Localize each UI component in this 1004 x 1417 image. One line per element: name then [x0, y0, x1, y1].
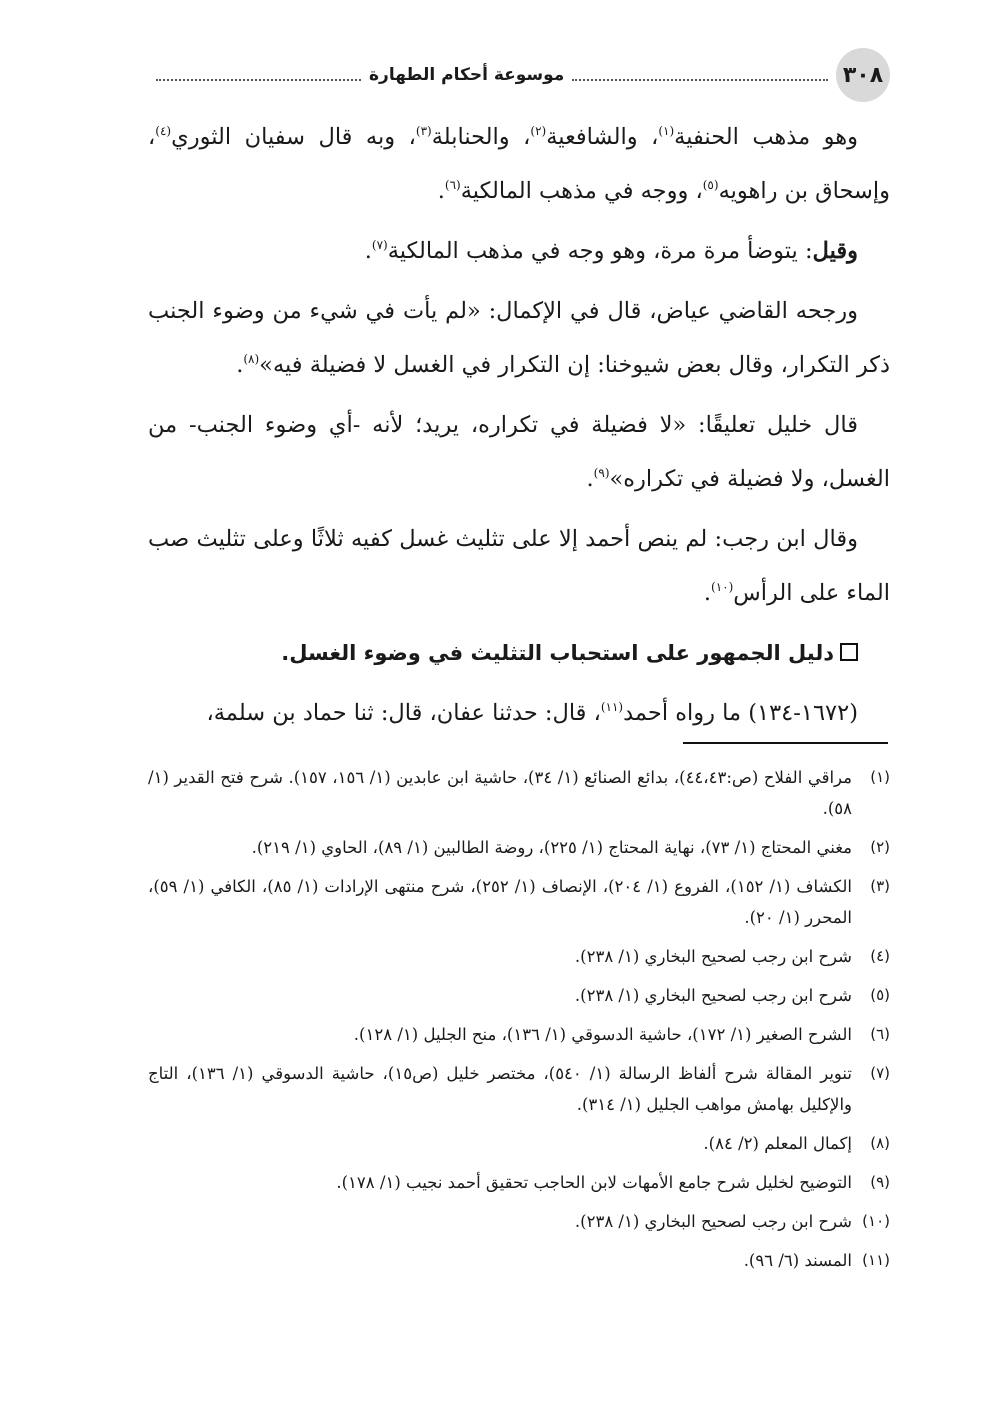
footnote-text: مراقي الفلاح (ص:٤٤،٤٣)، بدائع الصنائع (١/ ٣٤)، حاشية ابن عابدين (١/ ١٥٦، ١٥٧). شرح فتح القدير (١/ ٥٨).: [148, 768, 852, 818]
footnote-number: (٨): [870, 1134, 890, 1152]
page-header: [148, 50, 890, 100]
footnote-separator: [683, 742, 888, 744]
footnote-number: (٤): [870, 947, 890, 965]
footnote-number: (١): [870, 768, 890, 786]
footnote-number: (١٠): [862, 1212, 890, 1230]
footnote-number: (٣): [870, 877, 890, 895]
footnote-text: مغني المحتاج (١/ ٧٣)، نهاية المحتاج (١/ ٢٢٥)، روضة الطالبين (١/ ٨٩)، الحاوي (١/ ٢١٩).: [251, 838, 852, 857]
header-dotted-leader: [572, 79, 828, 81]
footnote-ref[interactable]: (٦): [444, 178, 461, 192]
footnote-text: الشرح الصغير (١/ ١٧٢)، حاشية الدسوقي (١/ ١٣٦)، منح الجليل (١/ ١٢٨).: [353, 1025, 852, 1044]
footnote-number: (٥): [870, 986, 890, 1004]
footnote: [148, 1167, 890, 1198]
footnote-ref[interactable]: (٣): [415, 124, 432, 138]
footnote-text: إكمال المعلم (٢/ ٨٤).: [703, 1134, 852, 1153]
footnote-ref[interactable]: (١٠): [711, 580, 734, 594]
paragraph-1: وهو مذهب الحنفية$^{(١)}$، والشافعية$^{(٢)}$، والحنابلة$^{(٣)}$، وبه قال سفيان الثوري$^{(٤)}$، وإسحاق بن راهويه$^{(٥)}$، ووجه في مذهب المالكية$^{(٦)}$.: [148, 124, 890, 204]
page-number: ٣٠٨: [836, 48, 890, 102]
footnote-ref[interactable]: (٩): [593, 466, 610, 480]
footnote: [148, 1019, 890, 1050]
checkbox-square-icon: [840, 643, 858, 661]
footnote-ref[interactable]: (٢): [530, 124, 547, 138]
footnote: [148, 1206, 890, 1237]
paragraph-4: قال خليل تعليقًا: «لا فضيلة في تكراره، يريد؛ لأنه -أي وضوء الجنب- من الغسل، ولا فضيلة في تكراره»$^{(٩)}$.: [148, 412, 890, 492]
paragraph-3: ورجحه القاضي عياض، قال في الإكمال: «لم يأت في شيء من وضوء الجنب ذكر التكرار، وقال بعض شيوخنا: إن التكرار في الغسل لا فضيلة فيه»$^{(٨)}$.: [148, 298, 890, 378]
footnote-number: (٧): [870, 1064, 890, 1082]
footnote-text: الكشاف (١/ ١٥٢)، الفروع (١/ ٢٠٤)، الإنصاف (١/ ٢٥٢)، شرح منتهى الإرادات (١/ ٨٥)، الكافي (١/ ٥٩)، المحرر (١/ ٢٠).: [148, 877, 852, 927]
footnote-text: شرح ابن رجب لصحيح البخاري (١/ ٢٣٨).: [574, 947, 852, 966]
qila-label: وقيل: [812, 238, 858, 264]
footnote: [148, 871, 890, 933]
footnote-text: تنوير المقالة شرح ألفاظ الرسالة (١/ ٥٤٠)، مختصر خليل (ص١٥)، حاشية الدسوقي (١/ ١٣٦)، التاج والإكليل بهامش مواهب الجليل (١/ ٣١٤).: [148, 1064, 853, 1114]
footnote: [148, 1245, 890, 1276]
footnote-number: (٦): [870, 1025, 890, 1043]
header-dotted-leader-end: [156, 79, 361, 81]
footnote-ref[interactable]: (٥): [702, 178, 719, 192]
book-title: موسوعة أحكام الطهارة: [369, 65, 565, 85]
footnotes: [148, 762, 890, 1284]
footnote-ref[interactable]: (٨): [243, 352, 260, 366]
footnote: [148, 762, 890, 824]
paragraph-5: وقال ابن رجب: لم ينص أحمد إلا على تثليث غسل كفيه ثلاثًا وعلى تثليث صب الماء على الرأس$^{(١٠)}$.: [148, 526, 890, 606]
footnote-text: شرح ابن رجب لصحيح البخاري (١/ ٢٣٨).: [574, 986, 852, 1005]
footnote-text: شرح ابن رجب لصحيح البخاري (١/ ٢٣٨).: [574, 1212, 852, 1231]
section-heading: [148, 626, 890, 680]
section-heading-text: دليل الجمهور على استحباب التثليث في وضوء الغسل.: [281, 641, 834, 665]
footnote-ref[interactable]: (٤): [155, 124, 172, 138]
footnote-number: (١١): [862, 1251, 890, 1269]
footnote-number: (٢): [870, 838, 890, 856]
footnote: [148, 941, 890, 972]
main-text: [148, 110, 890, 746]
paragraph-2: وقيل: يتوضأ مرة مرة، وهو وجه في مذهب المالكية$^{(٧)}$.: [364, 238, 858, 264]
footnote-number: (٩): [870, 1173, 890, 1191]
footnote-ref[interactable]: (١١): [600, 700, 624, 714]
footnote-ref[interactable]: (٧): [371, 238, 388, 252]
footnote: [148, 980, 890, 1011]
footnote: [148, 1128, 890, 1159]
footnote-ref[interactable]: (١): [658, 124, 675, 138]
footnote: [148, 1058, 890, 1120]
footnote-text: المسند (٦/ ٩٦).: [743, 1251, 852, 1270]
paragraph-6: (١٦٧٢-١٣٤) ما رواه أحمد$^{(١١)}$، قال: حدثنا عفان، قال: ثنا حماد بن سلمة،: [206, 700, 858, 726]
footnote: [148, 832, 890, 863]
footnote-text: التوضيح لخليل شرح جامع الأمهات لابن الحاجب تحقيق أحمد نجيب (١/ ١٧٨).: [336, 1173, 852, 1192]
